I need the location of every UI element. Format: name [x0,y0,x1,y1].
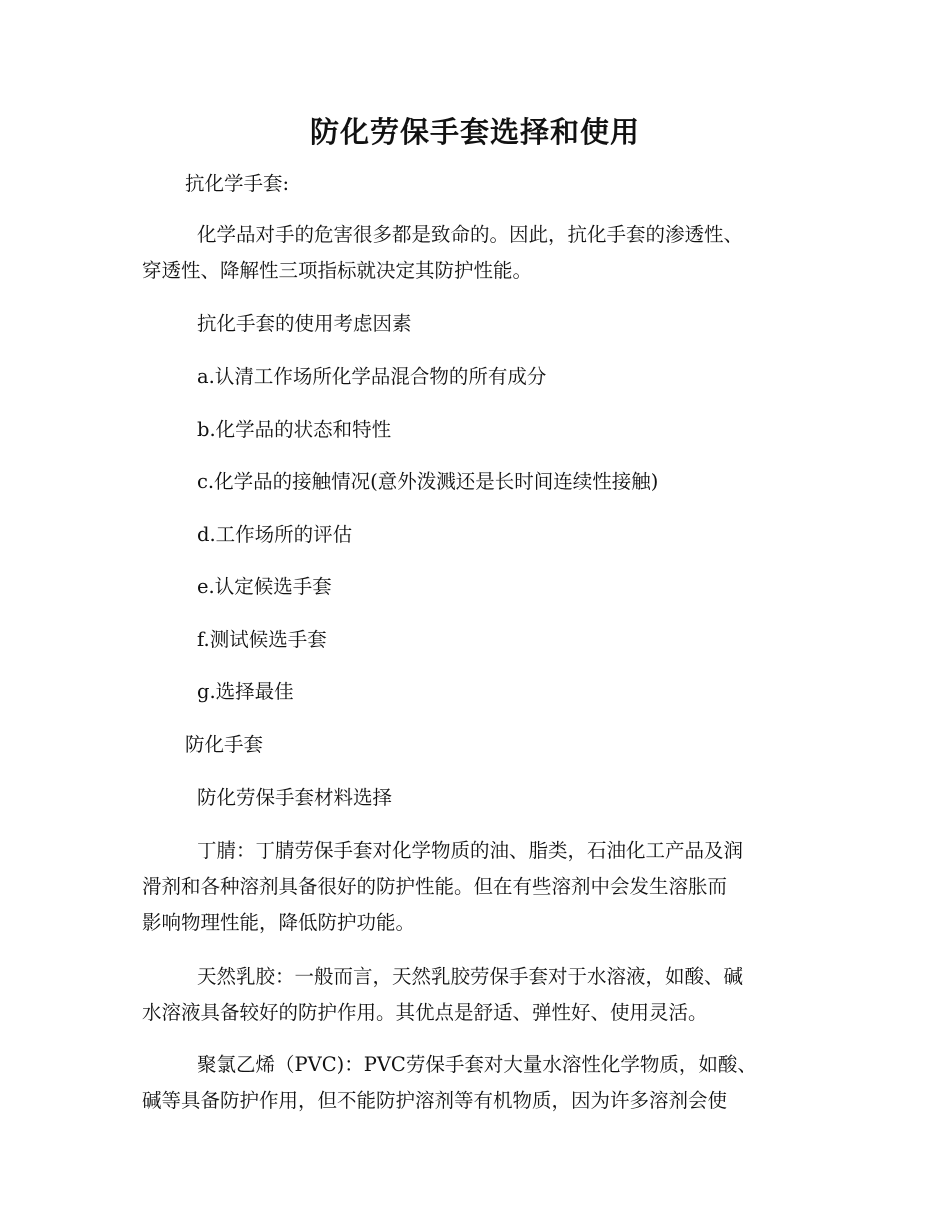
text-line: 水溶液具备较好的防护作用。其优点是舒适、弹性好、使用灵活。 [142,1001,708,1024]
paragraph-nitrile [142,833,814,941]
text-line: 聚氯乙烯（PVC)：PVC劳保手套对大量水溶性化学物质，如酸、 [197,1053,757,1076]
text-line: e.认定候选手套 [197,575,332,598]
text-line: 化学品对手的危害很多都是致命的。因此，抗化手套的渗透性、 [197,223,744,246]
paragraph-natural-latex [142,959,814,1031]
paragraph-chemical-gloves-section [142,727,857,763]
text-line: 天然乳胶：一般而言，天然乳胶劳保手套对于水溶液，如酸、碱 [197,965,744,988]
paragraph-chemical-gloves-heading [142,166,857,202]
list-item-d [142,517,869,553]
paragraph-pvc [142,1047,814,1119]
text-line: 丁腈：丁腈劳保手套对化学物质的油、脂类，石油化工产品及润 [197,839,744,862]
list-item-f [142,622,869,658]
list-item-e [142,569,869,605]
document-title: 防化劳保手套选择和使用 [309,115,640,149]
text-line: 滑剂和各种溶剂具备很好的防护性能。但在有些溶剂中会发生溶胀而 [142,875,728,898]
text-line: f.测试候选手套 [197,628,327,651]
text-line: b.化学品的状态和特性 [197,418,392,441]
paragraph-intro [142,217,814,289]
text-line: 防化劳保手套材料选择 [197,786,393,809]
text-line: c.化学品的接触情况(意外泼溅还是长时间连续性接触) [197,470,659,493]
text-line: d.工作场所的评估 [197,523,353,546]
list-item-g [142,674,869,710]
text-line: a.认清工作场所化学品混合物的所有成分 [197,365,547,388]
paragraph-material-selection-heading [142,780,869,816]
text-line: 穿透性、降解性三项指标就决定其防护性能。 [142,259,533,282]
text-line: 抗化手套的使用考虑因素 [197,312,412,335]
list-item-b [142,412,869,448]
paragraph-factors-heading [142,306,869,342]
text-line: 影响物理性能，降低防护功能。 [142,911,416,934]
list-item-a [142,359,869,395]
text-line: 抗化学手套: [185,172,290,195]
text-line: g.选择最佳 [197,680,294,703]
text-line: 碱等具备防护作用，但不能防护溶剂等有机物质，因为许多溶剂会使 [142,1089,728,1112]
list-item-c [142,464,869,500]
text-line: 防化手套 [185,733,264,756]
